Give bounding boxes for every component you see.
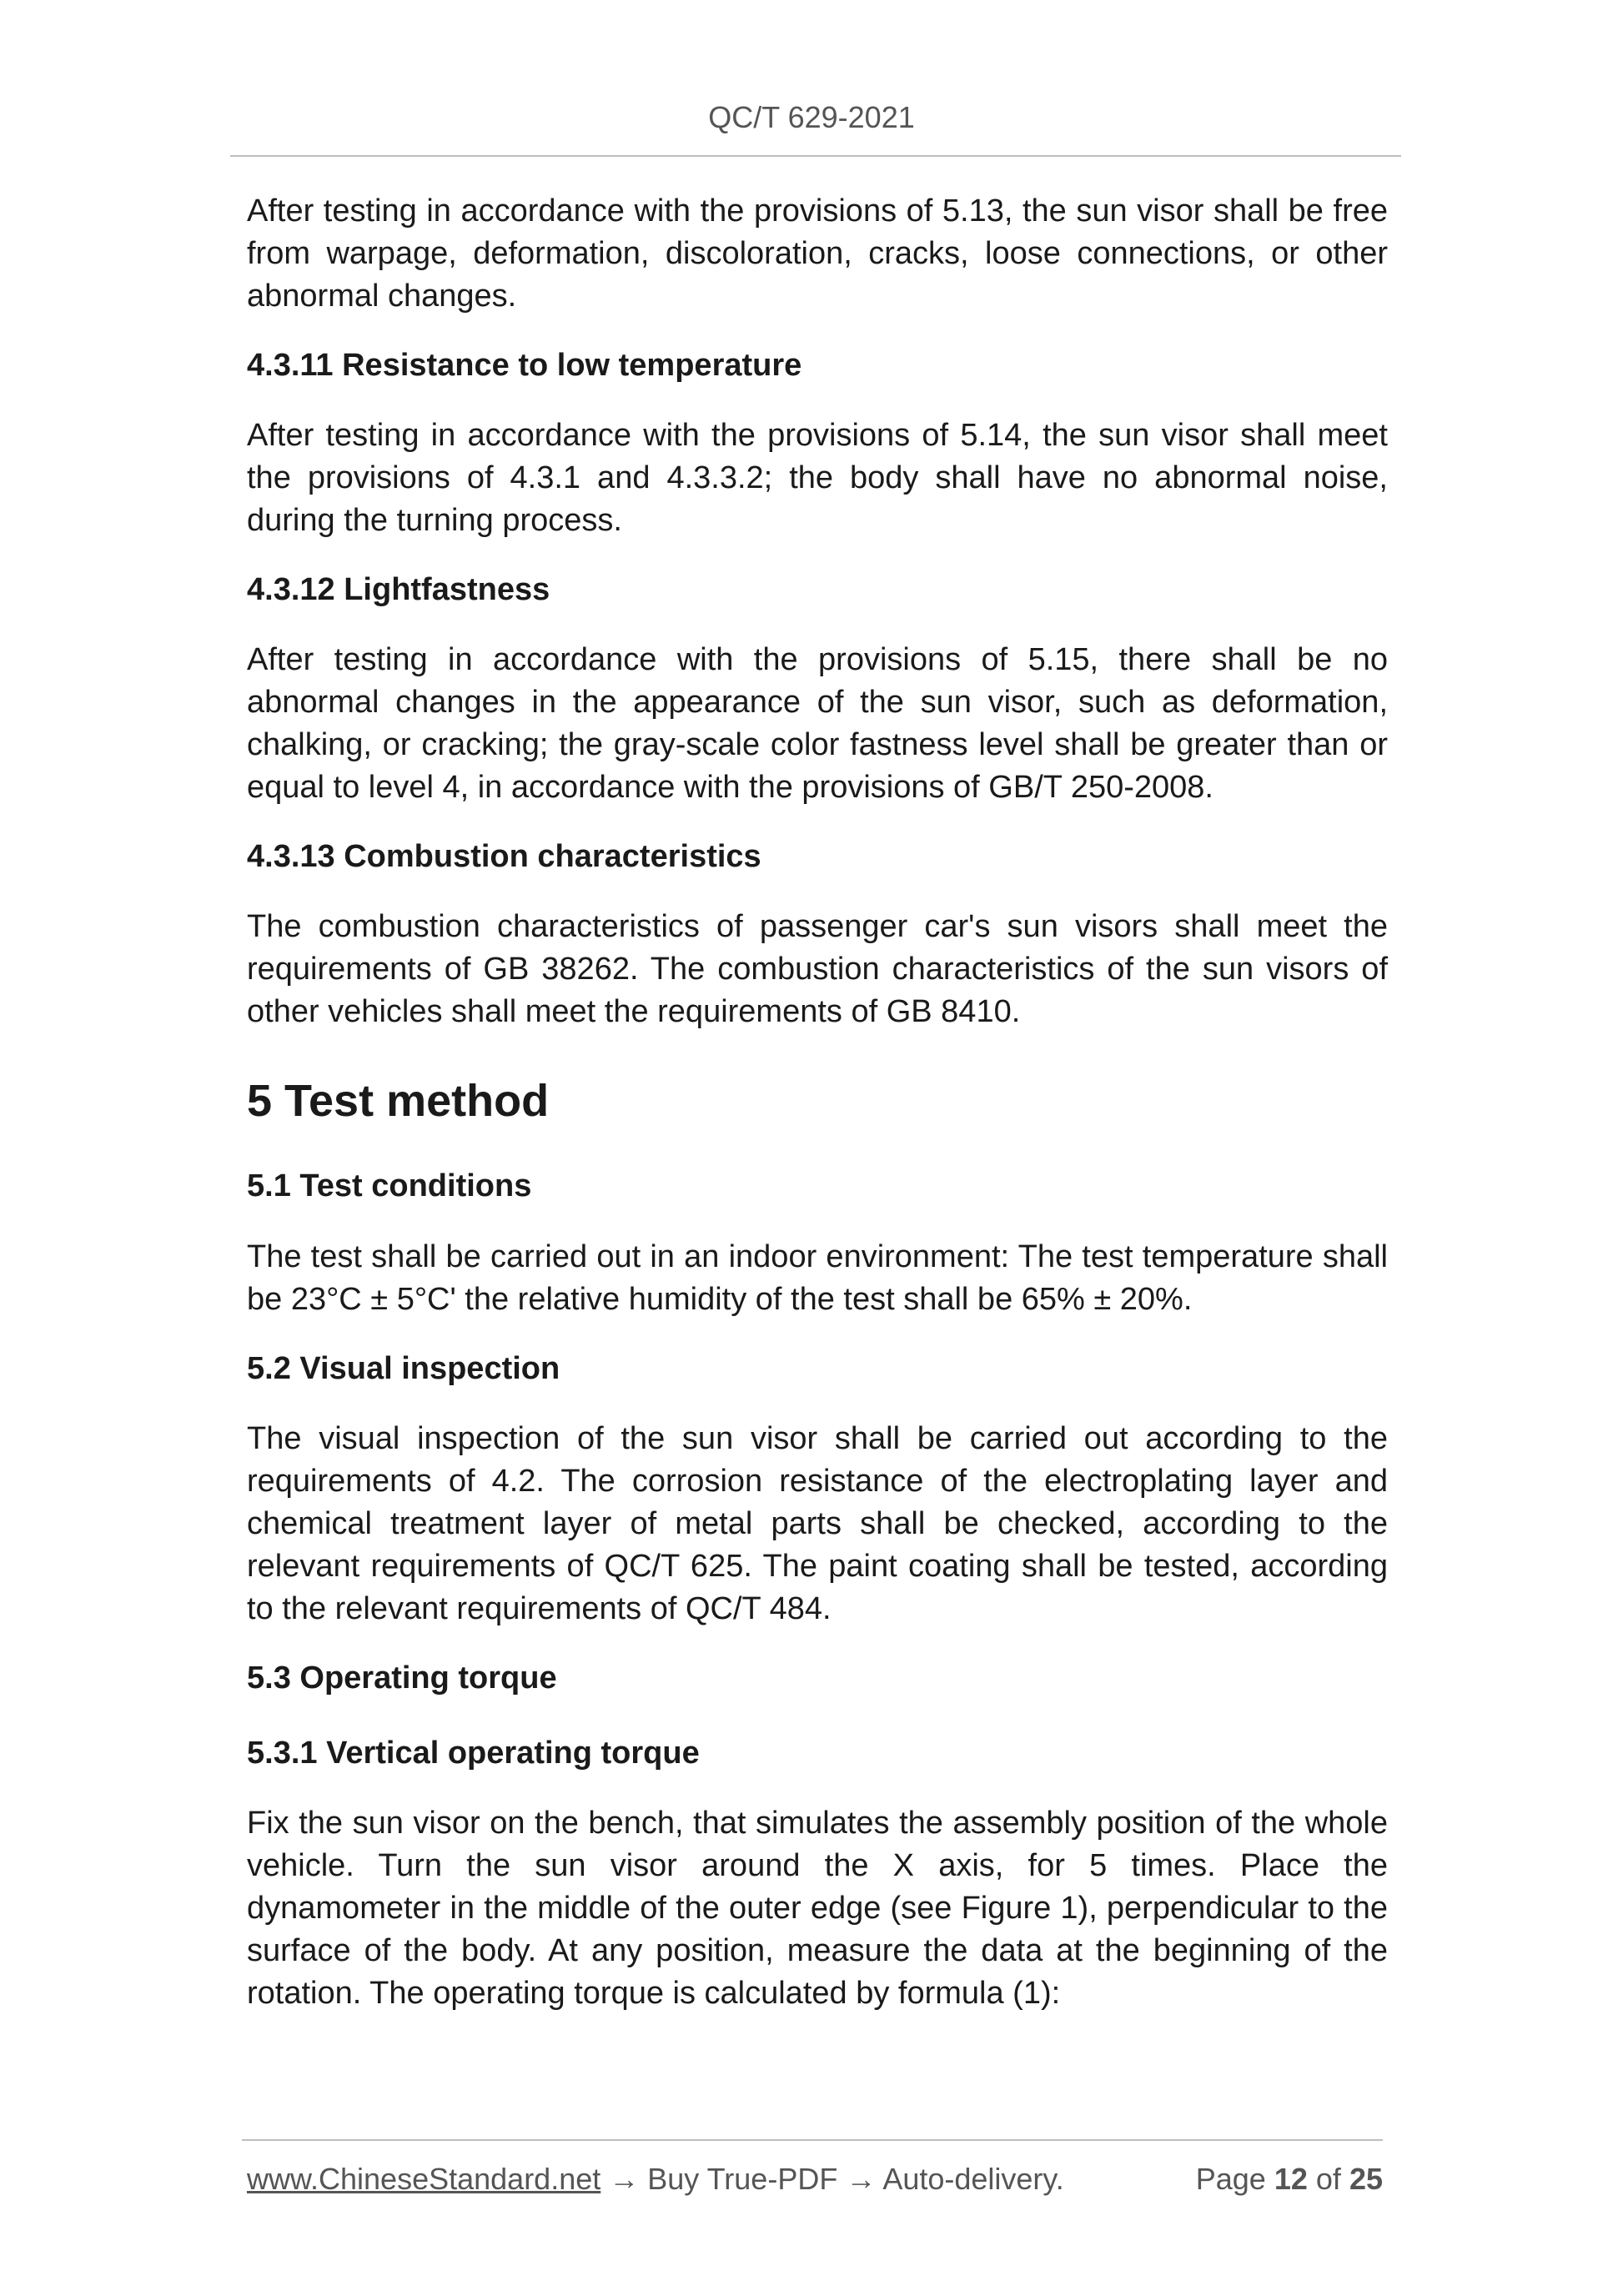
document-code-header: QC/T 629-2021 — [708, 100, 915, 134]
paragraph-4-3-12: After testing in accordance with the provisions of 5.15, there shall be no abnormal changes in the appearance of the sun visor, such as deformation, chalking, or cracking; the gray-scale color fastness level shall be greater than or equal to level 4, in accordance with the provisions of GB/T 250-2008. — [247, 642, 1388, 805]
footer-promo — [247, 2162, 1064, 2197]
heading-5-3-1: 5.3.1 Vertical operating torque — [247, 1736, 700, 1771]
paragraph-5-3-1: Fix the sun visor on the bench, that simulates the assembly position of the whole vehicle. Turn the sun visor around the X axis, for 5 times. Place the dynamometer in the middle of the outer edge (see Figure 1), perpendicular to the surface of the body. At any position, measure the data at the beginning of the rotation. The operating torque is calculated by formula (1): — [247, 1806, 1388, 2011]
section-heading-5: 5 Test method — [247, 1076, 550, 1126]
heading-5-2: 5.2 Visual inspection — [247, 1351, 560, 1386]
paragraph-4-3-10-result: After testing in accordance with the provisions of 5.13, the sun visor shall be free from warpage, deformation, discoloration, cracks, loose connections, or other abnormal changes. — [247, 193, 1388, 314]
header-divider — [230, 155, 1401, 157]
page-footer — [247, 2162, 1383, 2197]
heading-5-3: 5.3 Operating torque — [247, 1660, 557, 1696]
heading-4-3-11: 4.3.11 Resistance to low temperature — [247, 348, 802, 383]
page-body — [247, 190, 1388, 2015]
total-pages-number: 25 — [1349, 2162, 1383, 2196]
heading-5-1: 5.1 Test conditions — [247, 1168, 532, 1203]
paragraph-4-3-13: The combustion characteristics of passenger car's sun visors shall meet the requirements of GB 38262. The combustion characteristics of the sun visors of other vehicles shall meet the requirements of GB 8410. — [247, 909, 1388, 1029]
of-label: of — [1315, 2162, 1341, 2196]
footer-promo-text: → Buy True-PDF → Auto-delivery. — [600, 2162, 1064, 2196]
paragraph-5-2: The visual inspection of the sun visor shall be carried out according to the requirements of 4.2. The corrosion resistance of the electroplating layer and chemical treatment layer of metal parts shall be checked, according to the relevant requirements of QC/T 625. The paint coating shall be tested, according to the relevant requirements of QC/T 484. — [247, 1421, 1388, 1626]
paragraph-5-1: The test shall be carried out in an indoor environment: The test temperature shall be 23°C ± 5°C' the relative humidity of the test shall be 65% ± 20%. — [247, 1239, 1388, 1317]
heading-4-3-13: 4.3.13 Combustion characteristics — [247, 839, 761, 874]
footer-divider — [242, 2139, 1383, 2141]
current-page-number: 12 — [1274, 2162, 1308, 2196]
heading-4-3-12: 4.3.12 Lightfastness — [247, 572, 550, 607]
paragraph-4-3-11: After testing in accordance with the provisions of 5.14, the sun visor shall meet the provisions of 4.3.1 and 4.3.3.2; the body shall have no abnormal noise, during the turning process. — [247, 418, 1388, 538]
website-link[interactable]: www.ChineseStandard.net — [247, 2162, 601, 2196]
page-indicator — [1196, 2162, 1383, 2197]
page-label: Page — [1195, 2162, 1266, 2196]
